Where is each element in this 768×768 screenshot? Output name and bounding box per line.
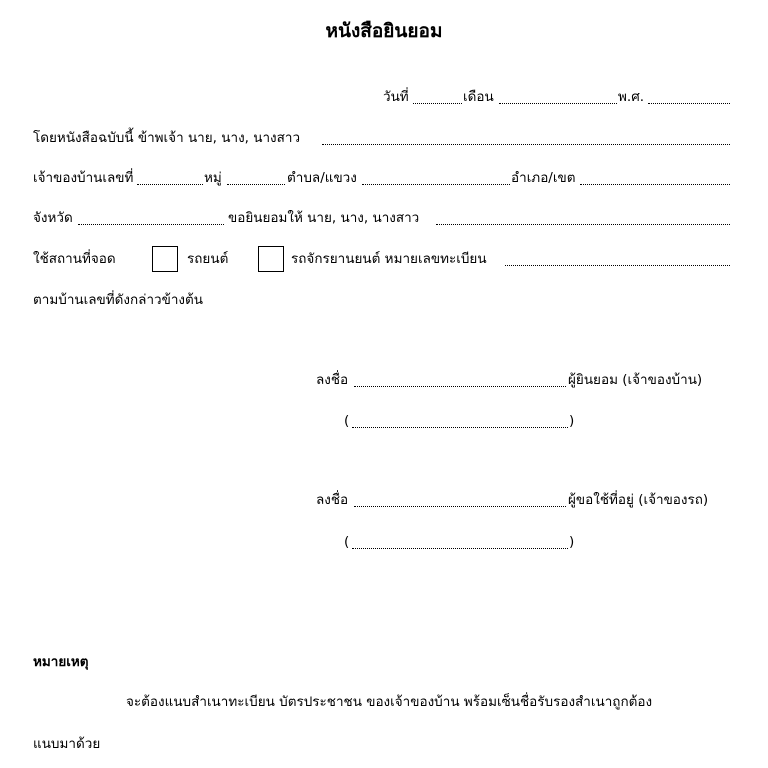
use-place-label: ใช้สถานที่จอด xyxy=(33,251,116,267)
owner-role-label: ผู้ยินยอม (เจ้าของบ้าน) xyxy=(568,372,703,388)
owner-printed-name-field[interactable] xyxy=(352,427,568,428)
day-label: วันที่ xyxy=(383,89,409,105)
resident-sign-label: ลงชื่อ xyxy=(316,492,349,508)
house-no-field[interactable] xyxy=(137,184,203,185)
resident-close-paren: ) xyxy=(569,534,575,550)
moo-field[interactable] xyxy=(227,184,285,185)
moo-label: หมู่ xyxy=(204,170,222,186)
amphoe-label: อำเภอ/เขต xyxy=(511,170,576,186)
resident-role-label: ผู้ขอใช้ที่อยู่ (เจ้าของรถ) xyxy=(568,492,709,508)
province-label: จังหวัด xyxy=(33,210,73,226)
resident-open-paren: ( xyxy=(344,534,350,550)
owner-open-paren: ( xyxy=(344,413,350,429)
year-label: พ.ศ. xyxy=(618,89,645,105)
resident-signature-field[interactable] xyxy=(354,506,566,507)
grantor-name-field[interactable] xyxy=(322,144,730,145)
grantor-intro-label: โดยหนังสือฉบับนี้ ข้าพเจ้า นาย, นาง, นางสาว xyxy=(33,130,301,146)
owner-signature-field[interactable] xyxy=(354,386,566,387)
consent-label: ขอยินยอมให้ นาย, นาง, นางสาว xyxy=(228,210,420,226)
tambon-label: ตำบล/แขวง xyxy=(287,170,357,186)
motorcycle-checkbox[interactable] xyxy=(258,246,284,272)
province-field[interactable] xyxy=(78,224,224,225)
amphoe-field[interactable] xyxy=(580,184,730,185)
registration-field[interactable] xyxy=(505,265,730,266)
month-field[interactable] xyxy=(499,103,617,104)
house-no-label: เจ้าของบ้านเลขที่ xyxy=(33,170,134,186)
address-reference-label: ตามบ้านเลขที่ดังกล่าวข้างต้น xyxy=(33,292,204,308)
resident-printed-name-field[interactable] xyxy=(352,548,568,549)
car-checkbox[interactable] xyxy=(152,246,178,272)
document-title: หนังสือยินยอม xyxy=(325,20,443,42)
car-label: รถยนต์ xyxy=(187,251,229,267)
year-field[interactable] xyxy=(648,103,730,104)
month-label: เดือน xyxy=(463,89,494,105)
note-heading: หมายเหตุ xyxy=(33,654,89,670)
day-field[interactable] xyxy=(413,103,462,104)
owner-sign-label: ลงชื่อ xyxy=(316,372,349,388)
motorcycle-label: รถจักรยานยนต์ หมายเลขทะเบียน xyxy=(291,251,487,267)
tambon-field[interactable] xyxy=(362,184,510,185)
grantee-name-field[interactable] xyxy=(436,224,730,225)
owner-close-paren: ) xyxy=(569,413,575,429)
note-line-1: จะต้องแนบสำเนาทะเบียน บัตรประชาชน ของเจ้าของบ้าน พร้อมเซ็นชื่อรับรองสำเนาถูกต้อง xyxy=(126,694,653,710)
note-line-2: แนบมาด้วย xyxy=(33,736,101,752)
